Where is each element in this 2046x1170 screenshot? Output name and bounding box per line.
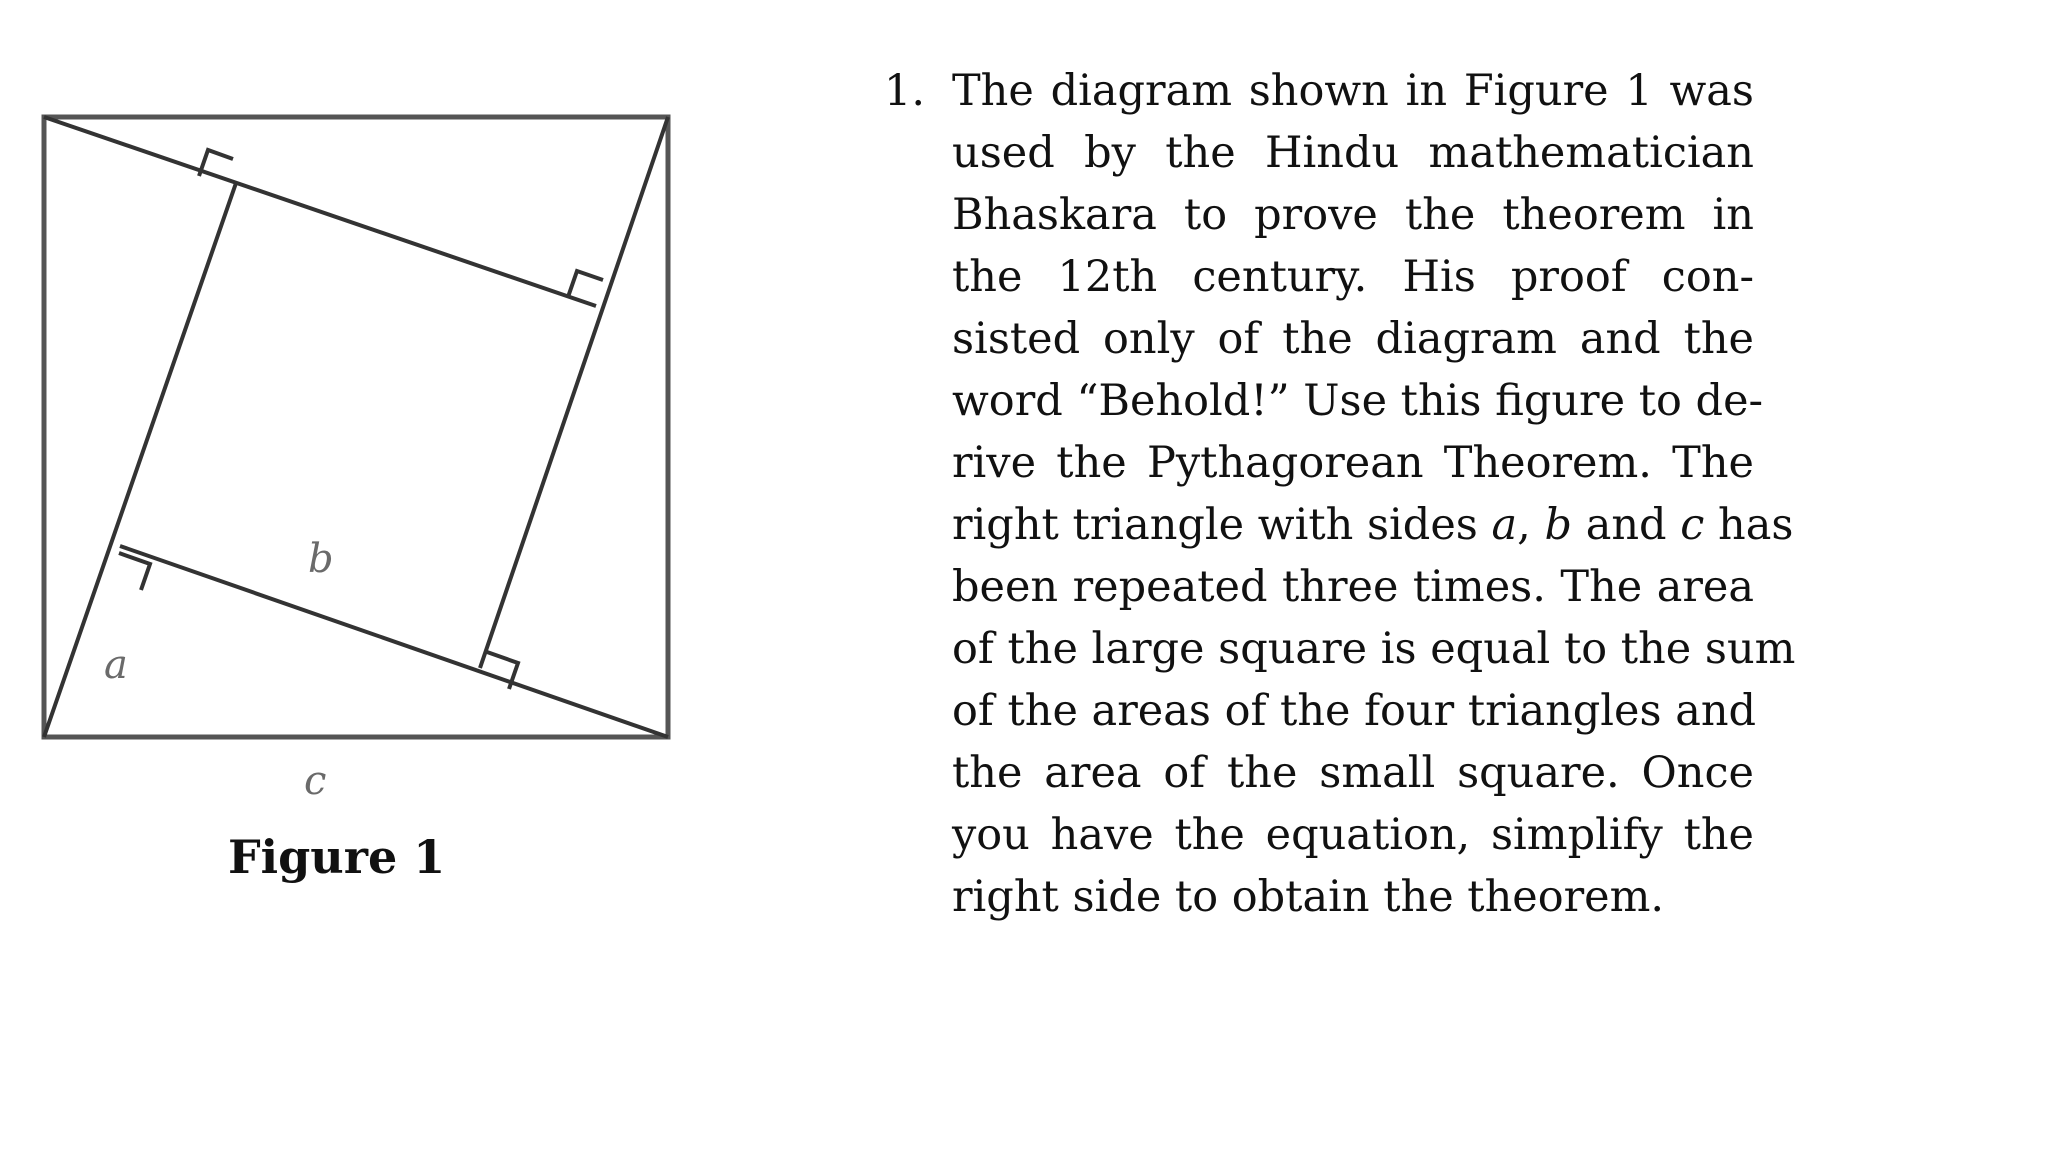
math-var-c: c [1680,500,1705,550]
line-text: , [1517,500,1545,550]
figure-caption: Figure 1 [228,830,446,884]
problem-line: of the large square is equal to the sum [952,624,1796,674]
problem-line: Bhaskara to prove the theorem in [952,190,1754,240]
right-angle-marker-right [568,271,603,297]
problem-line: of the areas of the four triangles and [952,686,1757,736]
left-triangle-line [44,183,236,737]
figure-1 [0,0,720,920]
problem-line: the 12th century. His proof con- [952,252,1754,302]
line-text: and [1572,500,1681,550]
problem-line: The diagram shown in Figure 1 was [952,66,1754,116]
problem-line: rive the Pythagorean Theorem. The [952,438,1754,488]
problem-line: right side to obtain the theorem. [952,872,1665,922]
unused-guide [44,117,668,737]
problem-line: been repeated three times. The area [952,562,1754,612]
line-text: has [1704,500,1794,550]
math-var-a: a [1491,500,1518,550]
label-b: b [308,536,334,582]
right-angle-marker-left [119,553,150,590]
problem-line: word “Behold!” Use this figure to de- [952,376,1764,426]
problem-number: 1. [884,66,926,116]
problem-line: the area of the small square. Once [952,748,1754,798]
problem-line: you have the equation, simplify the [952,810,1754,860]
label-c: c [304,758,327,804]
problem-line: used by the Hindu mathematician [952,128,1754,178]
problem-line: sisted only of the diagram and the [952,314,1754,364]
problem-text [952,60,1796,928]
problem-line-variables [952,494,1794,556]
right-triangle-line [480,117,668,668]
label-a: a [104,642,128,688]
math-var-b: b [1544,500,1573,550]
line-text: right triangle with sides [952,500,1492,550]
top-triangle-line [44,117,596,306]
bhaskara-diagram [0,0,720,820]
bottom-triangle-line [120,546,668,737]
